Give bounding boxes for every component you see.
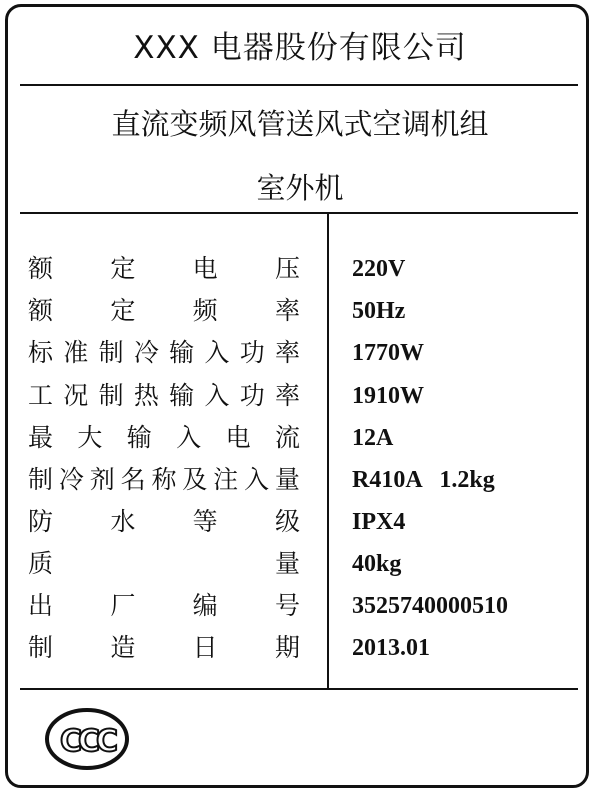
spec-row xyxy=(0,290,600,332)
spec-label: 额 定 电 压 xyxy=(28,254,300,283)
company-name: XXX 电器股份有限公司 xyxy=(133,30,467,66)
divider xyxy=(20,84,578,86)
spec-value: IPX4 xyxy=(352,509,406,535)
spec-value: 1910W xyxy=(352,383,424,409)
spec-label: 最 大 输 入 电 流 xyxy=(28,423,300,452)
spec-row xyxy=(0,543,600,585)
spec-value: R410A 1.2kg xyxy=(352,467,495,493)
spec-row xyxy=(0,375,600,417)
spec-row xyxy=(0,627,600,669)
spec-value: 220V xyxy=(352,256,406,282)
spec-label: 标 准 制 冷 输 入 功 率 xyxy=(28,338,300,367)
ccc-certification-icon xyxy=(44,707,130,771)
spec-value: 12A xyxy=(352,425,394,451)
unit-type: 室外机 xyxy=(256,171,344,205)
spec-label: 质 量 xyxy=(28,549,300,578)
spec-row xyxy=(0,459,600,501)
spec-value: 1770W xyxy=(352,340,424,366)
spec-row xyxy=(0,501,600,543)
divider xyxy=(20,688,578,690)
spec-row xyxy=(0,248,600,290)
spec-label: 防 水 等 级 xyxy=(28,507,300,536)
spec-value: 40kg xyxy=(352,551,402,577)
spec-value: 50Hz xyxy=(352,298,406,324)
spec-label: 出 厂 编 号 xyxy=(28,591,300,620)
divider xyxy=(20,212,578,214)
spec-value: 2013.01 xyxy=(352,635,430,661)
ccc-logo-text: CCC xyxy=(59,724,115,759)
spec-label: 制 造 日 期 xyxy=(28,633,300,662)
spec-row xyxy=(0,417,600,459)
spec-value: 3525740000510 xyxy=(352,593,508,619)
spec-label: 制 冷 剂 名 称 及 注 入 量 xyxy=(28,465,300,494)
spec-label: 工 况 制 热 输 入 功 率 xyxy=(28,381,300,410)
spec-row xyxy=(0,585,600,627)
product-name: 直流变频风管送风式空调机组 xyxy=(111,107,489,141)
spec-label: 额 定 频 率 xyxy=(28,296,300,325)
spec-row xyxy=(0,332,600,374)
